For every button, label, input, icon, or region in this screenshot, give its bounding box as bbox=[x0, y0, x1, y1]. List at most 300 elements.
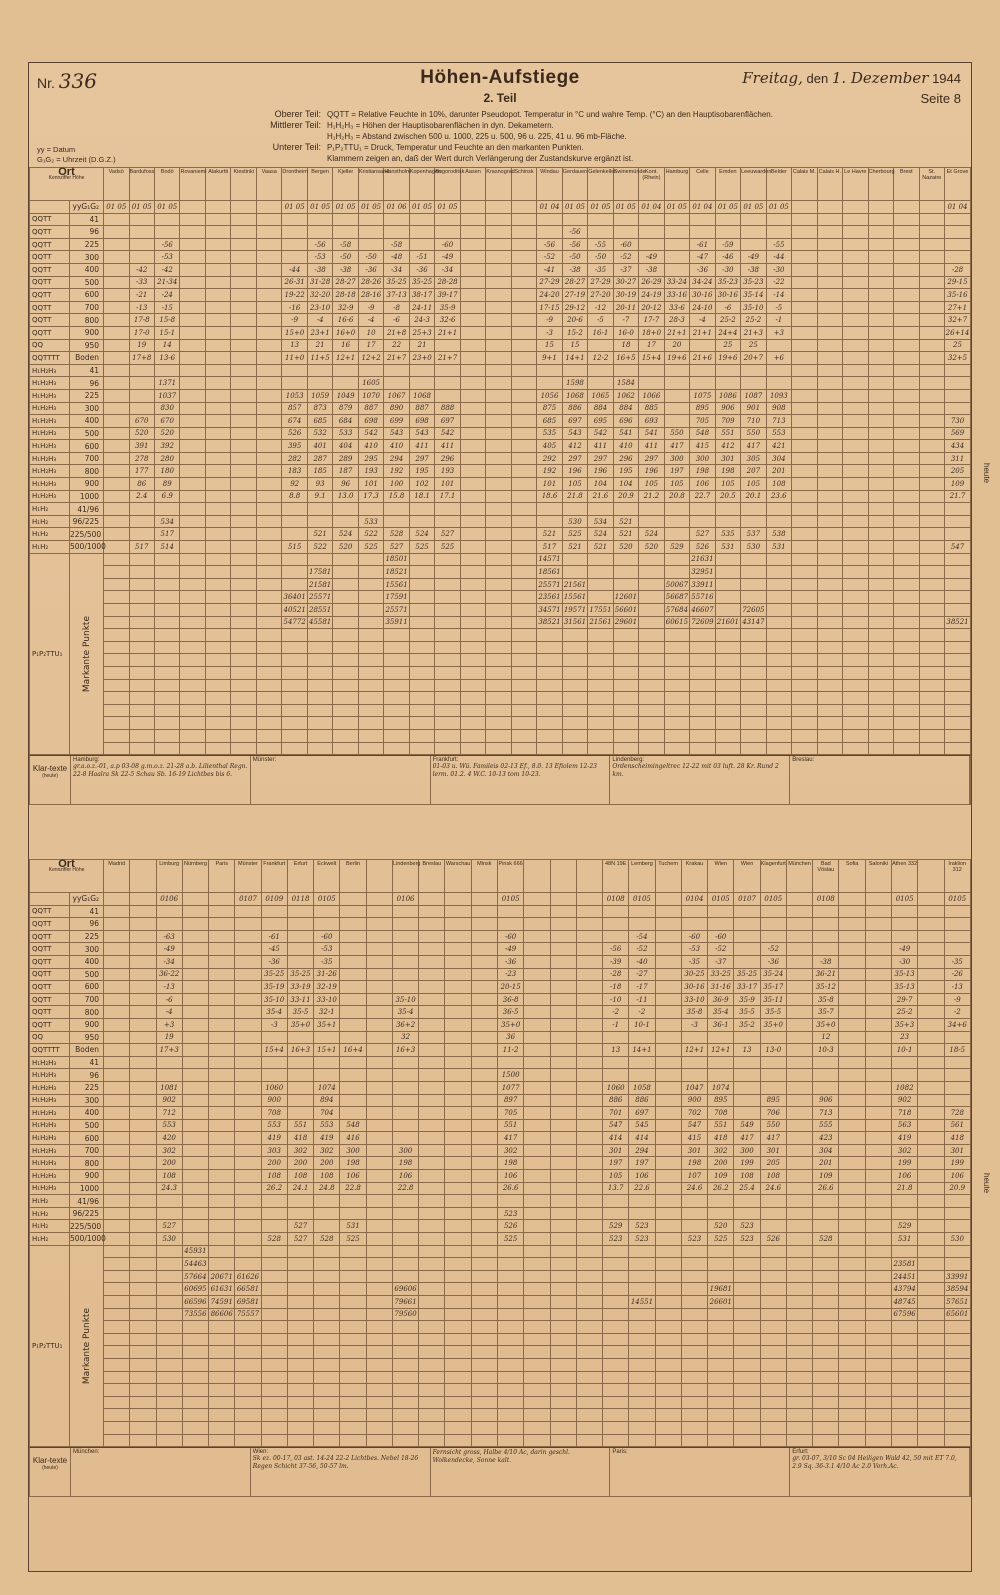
value-cell bbox=[817, 251, 842, 264]
marks-cell bbox=[603, 1396, 629, 1409]
marks-cell bbox=[156, 1270, 182, 1283]
data-row bbox=[30, 238, 971, 251]
value-cell: 20.1 bbox=[741, 490, 766, 503]
marks-cell bbox=[340, 1333, 366, 1346]
value-cell bbox=[471, 905, 497, 918]
value-cell bbox=[366, 1132, 392, 1145]
value-cell bbox=[550, 1031, 576, 1044]
marks-cell bbox=[588, 629, 613, 642]
value-cell bbox=[445, 1031, 471, 1044]
value-cell: 525 bbox=[708, 1233, 734, 1246]
klartext-city: Frankfurt: bbox=[432, 757, 459, 764]
value-cell: 697 bbox=[562, 415, 587, 428]
marks-cell bbox=[576, 1245, 602, 1258]
marks-cell bbox=[894, 616, 919, 629]
value-cell: 1070 bbox=[358, 389, 383, 402]
value-cell: -1 bbox=[766, 314, 791, 327]
value-cell bbox=[129, 364, 154, 377]
marks-cell bbox=[550, 1283, 576, 1296]
marks-cell bbox=[129, 742, 154, 755]
value-cell bbox=[524, 968, 550, 981]
marks-cell bbox=[629, 1283, 655, 1296]
value-cell bbox=[865, 1119, 891, 1132]
value-cell bbox=[209, 1018, 235, 1031]
value-cell bbox=[786, 1170, 812, 1183]
value-cell bbox=[786, 1018, 812, 1031]
value-cell: 9+1 bbox=[537, 352, 562, 365]
value-cell bbox=[865, 1006, 891, 1019]
value-cell bbox=[655, 1044, 681, 1057]
value-cell: 25-2 bbox=[715, 314, 740, 327]
value-cell: 525 bbox=[562, 528, 587, 541]
marks-cell bbox=[537, 629, 562, 642]
date-block bbox=[742, 69, 961, 106]
value-cell bbox=[792, 415, 817, 428]
row-code: H₁H₂H₃ bbox=[30, 1069, 70, 1082]
value-cell: -21 bbox=[129, 289, 154, 302]
value-cell: 718 bbox=[891, 1107, 917, 1120]
marks-cell bbox=[358, 616, 383, 629]
marks-cell bbox=[445, 1258, 471, 1271]
value-cell bbox=[681, 1220, 707, 1233]
value-cell bbox=[435, 226, 460, 239]
station-header-row bbox=[30, 860, 971, 893]
value-cell bbox=[817, 503, 842, 516]
value-cell bbox=[919, 326, 944, 339]
marks-cell bbox=[919, 666, 944, 679]
marks-cell bbox=[333, 679, 358, 692]
marks-cell bbox=[205, 679, 230, 692]
value-cell bbox=[205, 415, 230, 428]
value-cell bbox=[537, 213, 562, 226]
value-cell: 710 bbox=[741, 415, 766, 428]
marks-cell bbox=[445, 1308, 471, 1321]
marks-cell bbox=[231, 717, 256, 730]
row-code: QQTTTT bbox=[30, 352, 70, 365]
marks-cell bbox=[460, 666, 485, 679]
legend-label: Mittlerer Teil: bbox=[270, 120, 321, 130]
value-cell: 531 bbox=[766, 541, 791, 554]
value-cell: 1605 bbox=[358, 377, 383, 390]
value-cell: 542 bbox=[358, 427, 383, 440]
value-cell bbox=[340, 1018, 366, 1031]
value-cell bbox=[945, 213, 971, 226]
marks-cell: 14571 bbox=[537, 553, 562, 566]
value-cell: 530 bbox=[156, 1233, 182, 1246]
value-cell: 28-28 bbox=[435, 276, 460, 289]
marks-cell bbox=[715, 604, 740, 617]
marks-cell bbox=[392, 1245, 418, 1258]
marks-cell bbox=[392, 1346, 418, 1359]
value-cell: 900 bbox=[261, 1094, 287, 1107]
value-cell bbox=[486, 326, 511, 339]
value-cell bbox=[445, 1069, 471, 1082]
value-cell bbox=[603, 1207, 629, 1220]
marks-cell bbox=[104, 1358, 130, 1371]
marks-cell bbox=[486, 666, 511, 679]
marks-cell bbox=[839, 1358, 865, 1371]
marks-cell bbox=[760, 1396, 786, 1409]
marks-cell bbox=[498, 1245, 524, 1258]
value-cell bbox=[839, 1094, 865, 1107]
value-cell: 33-6 bbox=[664, 301, 689, 314]
marks-cell bbox=[760, 1321, 786, 1334]
value-cell: 16-0 bbox=[613, 326, 638, 339]
value-cell: 20 bbox=[664, 339, 689, 352]
value-cell bbox=[205, 339, 230, 352]
marks-cell: 57664 bbox=[182, 1270, 208, 1283]
value-cell bbox=[786, 993, 812, 1006]
value-cell bbox=[760, 1207, 786, 1220]
marks-row bbox=[30, 641, 971, 654]
value-cell: 24.6 bbox=[760, 1182, 786, 1195]
value-cell: -35 bbox=[588, 263, 613, 276]
value-cell: 730 bbox=[945, 415, 971, 428]
time-cell: 01 05 bbox=[766, 201, 791, 214]
value-cell bbox=[655, 1157, 681, 1170]
value-cell bbox=[235, 993, 261, 1006]
value-cell: 704 bbox=[314, 1107, 340, 1120]
marks-cell bbox=[760, 1421, 786, 1434]
marks-cell bbox=[154, 729, 179, 742]
value-cell: 884 bbox=[613, 402, 638, 415]
marks-cell: 72605 bbox=[741, 604, 766, 617]
marks-cell bbox=[129, 679, 154, 692]
marks-cell bbox=[307, 679, 332, 692]
value-cell: 108 bbox=[766, 478, 791, 491]
value-cell: 296 bbox=[435, 452, 460, 465]
value-cell: -38 bbox=[333, 263, 358, 276]
marks-cell bbox=[681, 1384, 707, 1397]
value-cell: 524 bbox=[333, 528, 358, 541]
marks-cell bbox=[307, 742, 332, 755]
value-cell: 282 bbox=[282, 452, 307, 465]
value-cell: 1584 bbox=[613, 377, 638, 390]
value-cell bbox=[786, 1119, 812, 1132]
marks-cell bbox=[550, 1396, 576, 1409]
value-cell bbox=[366, 993, 392, 1006]
time-cell: 01 05 bbox=[129, 201, 154, 214]
value-cell bbox=[511, 339, 536, 352]
marks-cell bbox=[588, 742, 613, 755]
value-cell bbox=[576, 981, 602, 994]
value-cell bbox=[817, 515, 842, 528]
marks-cell bbox=[613, 641, 638, 654]
value-cell: 35-23 bbox=[741, 276, 766, 289]
value-cell bbox=[235, 968, 261, 981]
value-cell: 20.8 bbox=[664, 490, 689, 503]
station-name: 48N 19E bbox=[603, 860, 629, 893]
value-cell: 887 bbox=[409, 402, 434, 415]
value-cell bbox=[445, 1081, 471, 1094]
marks-cell bbox=[498, 1283, 524, 1296]
value-cell: 1062 bbox=[613, 389, 638, 402]
value-cell: 24-19 bbox=[639, 289, 664, 302]
row-code: QQTTTT bbox=[30, 1044, 70, 1057]
value-cell: 106 bbox=[498, 1170, 524, 1183]
marks-cell bbox=[524, 1409, 550, 1422]
value-cell bbox=[839, 1081, 865, 1094]
value-cell: 109 bbox=[708, 1170, 734, 1183]
row-level: 500/1000 bbox=[70, 542, 106, 552]
marks-cell bbox=[868, 729, 893, 742]
marks-cell: 61626 bbox=[235, 1270, 261, 1283]
value-cell bbox=[256, 503, 281, 516]
marks-cell bbox=[550, 1245, 576, 1258]
marks-cell bbox=[419, 1296, 445, 1309]
marks-cell bbox=[766, 629, 791, 642]
station-name: Drontheim bbox=[282, 168, 307, 201]
value-cell bbox=[681, 1207, 707, 1220]
value-cell: 105 bbox=[664, 478, 689, 491]
value-cell bbox=[603, 905, 629, 918]
value-cell bbox=[445, 1119, 471, 1132]
value-cell: 302 bbox=[891, 1144, 917, 1157]
marks-cell bbox=[209, 1384, 235, 1397]
value-cell: -63 bbox=[156, 930, 182, 943]
marks-cell bbox=[792, 566, 817, 579]
value-cell bbox=[708, 1195, 734, 1208]
value-cell bbox=[511, 314, 536, 327]
value-cell: 19+6 bbox=[715, 352, 740, 365]
marks-cell bbox=[562, 666, 587, 679]
marks-cell bbox=[655, 1258, 681, 1271]
row-code: QQTT bbox=[30, 955, 70, 968]
value-cell bbox=[550, 1132, 576, 1145]
value-cell bbox=[205, 314, 230, 327]
marks-cell bbox=[588, 654, 613, 667]
row-code: H₁H₂H₃ bbox=[30, 364, 70, 377]
value-cell bbox=[664, 251, 689, 264]
marks-cell bbox=[741, 742, 766, 755]
marks-cell bbox=[366, 1396, 392, 1409]
value-cell: -36 bbox=[261, 955, 287, 968]
value-cell: 89 bbox=[154, 478, 179, 491]
marks-cell: 18561 bbox=[537, 566, 562, 579]
marks-cell bbox=[231, 578, 256, 591]
row-level: 800 bbox=[70, 465, 104, 478]
value-cell bbox=[894, 528, 919, 541]
data-row bbox=[30, 326, 971, 339]
value-cell bbox=[868, 402, 893, 415]
marks-cell bbox=[287, 1384, 313, 1397]
value-cell bbox=[256, 541, 281, 554]
value-cell bbox=[409, 238, 434, 251]
marks-cell bbox=[460, 717, 485, 730]
value-cell bbox=[130, 1069, 156, 1082]
value-cell: -30 bbox=[715, 263, 740, 276]
marks-cell bbox=[235, 1434, 261, 1447]
value-cell bbox=[471, 1006, 497, 1019]
marks-cell bbox=[786, 1270, 812, 1283]
value-cell bbox=[511, 352, 536, 365]
value-cell bbox=[209, 1207, 235, 1220]
row-level: 800 bbox=[70, 1157, 104, 1170]
marks-cell bbox=[209, 1434, 235, 1447]
value-cell bbox=[231, 465, 256, 478]
value-cell bbox=[156, 1207, 182, 1220]
value-cell: 551 bbox=[708, 1119, 734, 1132]
value-cell: 305 bbox=[741, 452, 766, 465]
value-cell: 17-15 bbox=[537, 301, 562, 314]
marks-cell bbox=[235, 1409, 261, 1422]
station-name: Wien bbox=[734, 860, 760, 893]
marks-cell bbox=[435, 616, 460, 629]
value-cell bbox=[419, 905, 445, 918]
marks-cell bbox=[445, 1270, 471, 1283]
value-cell bbox=[655, 1182, 681, 1195]
row-level: 900 bbox=[70, 478, 104, 491]
marks-cell bbox=[435, 641, 460, 654]
value-cell bbox=[786, 1094, 812, 1107]
marks-cell bbox=[734, 1434, 760, 1447]
marks-cell: 17551 bbox=[588, 604, 613, 617]
marks-cell bbox=[409, 641, 434, 654]
value-cell: 22.8 bbox=[340, 1182, 366, 1195]
marks-cell bbox=[392, 1371, 418, 1384]
value-cell: 35-11 bbox=[760, 993, 786, 1006]
marks-cell bbox=[130, 1270, 156, 1283]
marks-cell bbox=[681, 1270, 707, 1283]
station-name: Berlin bbox=[340, 860, 366, 893]
time-cell: 0105 bbox=[760, 893, 786, 906]
marks-cell bbox=[766, 616, 791, 629]
value-cell: 517 bbox=[129, 541, 154, 554]
value-cell bbox=[511, 213, 536, 226]
marks-cell bbox=[664, 692, 689, 705]
value-cell bbox=[130, 1207, 156, 1220]
marks-cell bbox=[760, 1333, 786, 1346]
marks-cell bbox=[471, 1321, 497, 1334]
marks-cell bbox=[366, 1245, 392, 1258]
marks-cell bbox=[256, 616, 281, 629]
value-cell bbox=[314, 1220, 340, 1233]
row-code: H₁H₂H₃ bbox=[30, 402, 70, 415]
value-cell bbox=[786, 918, 812, 931]
value-cell: 105 bbox=[639, 478, 664, 491]
marks-cell bbox=[130, 1358, 156, 1371]
marks-cell bbox=[839, 1409, 865, 1422]
marks-cell bbox=[843, 591, 868, 604]
value-cell: 528 bbox=[261, 1233, 287, 1246]
value-cell bbox=[786, 1069, 812, 1082]
marks-cell: 57651 bbox=[944, 1296, 970, 1309]
marks-cell bbox=[419, 1358, 445, 1371]
value-cell bbox=[734, 1031, 760, 1044]
value-cell bbox=[130, 1132, 156, 1145]
marks-cell bbox=[435, 692, 460, 705]
value-cell bbox=[865, 955, 891, 968]
value-cell bbox=[445, 981, 471, 994]
value-cell bbox=[471, 1069, 497, 1082]
value-cell: 28-18 bbox=[333, 289, 358, 302]
value-cell: 550 bbox=[760, 1119, 786, 1132]
marks-cell bbox=[639, 692, 664, 705]
value-cell: 183 bbox=[282, 465, 307, 478]
value-cell bbox=[817, 389, 842, 402]
marks-cell bbox=[104, 566, 129, 579]
value-cell bbox=[261, 918, 287, 931]
value-cell: 541 bbox=[639, 427, 664, 440]
value-cell: 515 bbox=[282, 541, 307, 554]
row-level: 700 bbox=[70, 452, 104, 465]
marks-cell bbox=[231, 679, 256, 692]
value-cell bbox=[511, 364, 536, 377]
value-cell bbox=[894, 226, 919, 239]
value-cell bbox=[690, 339, 715, 352]
marks-cell bbox=[655, 1270, 681, 1283]
value-cell: 302 bbox=[314, 1144, 340, 1157]
marks-cell bbox=[741, 729, 766, 742]
value-cell bbox=[766, 503, 791, 516]
value-cell bbox=[734, 930, 760, 943]
row-code: H₁H₂H₃ bbox=[30, 1107, 70, 1120]
value-cell: 521 bbox=[562, 541, 587, 554]
marks-cell bbox=[314, 1296, 340, 1309]
lower-table bbox=[29, 859, 971, 1497]
marks-cell bbox=[154, 692, 179, 705]
value-cell bbox=[340, 1107, 366, 1120]
marks-cell bbox=[839, 1371, 865, 1384]
value-cell: -56 bbox=[307, 238, 332, 251]
value-cell: 543 bbox=[562, 427, 587, 440]
marks-cell bbox=[664, 666, 689, 679]
marks-cell bbox=[231, 666, 256, 679]
value-cell bbox=[918, 1170, 944, 1183]
value-cell bbox=[209, 1044, 235, 1057]
value-cell bbox=[129, 226, 154, 239]
marks-cell bbox=[511, 742, 536, 755]
marks-cell bbox=[282, 704, 307, 717]
value-cell: 35-12 bbox=[813, 981, 839, 994]
value-cell: 17-0 bbox=[129, 326, 154, 339]
value-cell: 301 bbox=[715, 452, 740, 465]
station-name: Bardufoss bbox=[129, 168, 154, 201]
marks-cell bbox=[511, 616, 536, 629]
marks-cell bbox=[760, 1245, 786, 1258]
row-level: 900 bbox=[70, 1170, 104, 1183]
marks-cell bbox=[715, 717, 740, 730]
value-cell: 105 bbox=[603, 1170, 629, 1183]
value-cell bbox=[690, 503, 715, 516]
value-cell: 523 bbox=[629, 1233, 655, 1246]
value-cell: 101 bbox=[358, 478, 383, 491]
value-cell bbox=[524, 1056, 550, 1069]
marks-cell bbox=[562, 704, 587, 717]
value-cell bbox=[182, 968, 208, 981]
value-cell bbox=[868, 213, 893, 226]
value-cell: -37 bbox=[708, 955, 734, 968]
value-cell: 300 bbox=[690, 452, 715, 465]
marks-cell bbox=[868, 692, 893, 705]
value-cell: 15+4 bbox=[261, 1044, 287, 1057]
marks-cell bbox=[843, 717, 868, 730]
value-cell bbox=[486, 364, 511, 377]
value-cell bbox=[340, 1094, 366, 1107]
marks-cell bbox=[537, 742, 562, 755]
value-cell bbox=[256, 364, 281, 377]
value-cell bbox=[655, 1233, 681, 1246]
marks-cell bbox=[366, 1333, 392, 1346]
marks-cell bbox=[813, 1346, 839, 1359]
row-level: 900 bbox=[70, 326, 104, 339]
marks-cell bbox=[894, 666, 919, 679]
value-cell: 550 bbox=[741, 427, 766, 440]
value-cell bbox=[384, 377, 409, 390]
value-cell: -38 bbox=[562, 263, 587, 276]
marks-cell bbox=[588, 666, 613, 679]
value-cell bbox=[868, 465, 893, 478]
